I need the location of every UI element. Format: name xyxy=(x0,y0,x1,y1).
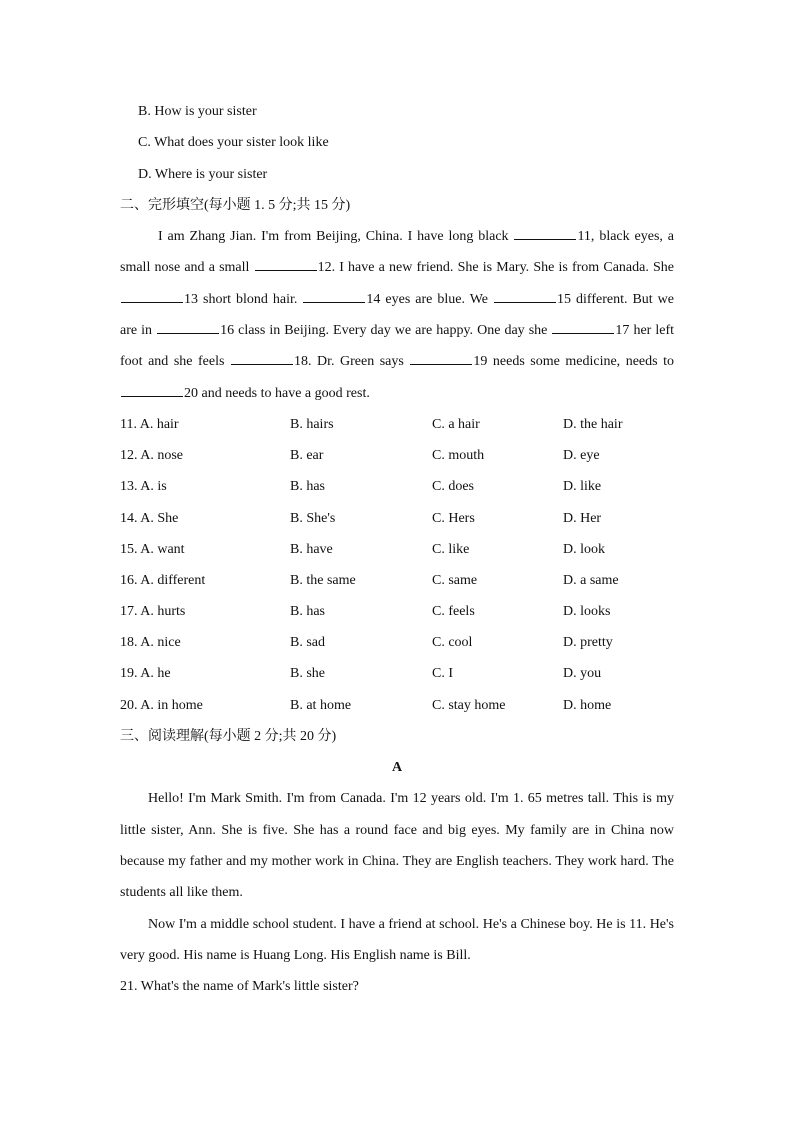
question-row xyxy=(120,471,674,502)
passage-part: 14 eyes are blue. We xyxy=(366,291,494,307)
option-d: D. you xyxy=(563,666,602,682)
option-c: C. feels xyxy=(432,604,475,620)
option-d: D. the hair xyxy=(563,416,623,432)
answer-blank xyxy=(121,288,183,303)
option-a: 18. A. nice xyxy=(120,635,181,651)
option-a: 19. A. he xyxy=(120,666,171,682)
passage-title: A xyxy=(391,760,403,776)
section3-heading: 三、阅读理解(每小题 2 分;共 20 分) xyxy=(120,728,337,744)
passage-part: 15 different. But we are in xyxy=(120,291,675,339)
option-c: C. like xyxy=(432,541,470,557)
passage-part: 13 short blond hair. xyxy=(184,291,303,307)
passage-part: 12. I have a new friend. She is Mary. She is from Canada. She xyxy=(317,260,674,276)
option-a: 11. A. hair xyxy=(120,416,179,432)
option-b: B. has xyxy=(290,479,325,495)
passage-part: 19 needs some medicine, needs to xyxy=(473,354,674,370)
option-d: D. Where is your sister xyxy=(138,166,268,182)
question-row xyxy=(120,596,674,627)
option-b: B. sad xyxy=(290,635,325,651)
option-c: C. cool xyxy=(432,635,473,651)
option-b: B. She's xyxy=(290,510,336,526)
option-b: B. How is your sister xyxy=(138,104,257,119)
option-b: B. have xyxy=(290,541,333,557)
answer-blank xyxy=(121,382,183,397)
passage-part: 17 her left foot and she feels xyxy=(120,323,675,370)
option-c: C. Hers xyxy=(432,510,475,526)
option-a: 13. A. is xyxy=(120,479,167,495)
answer-blank xyxy=(255,256,317,271)
option-a: 16. A. different xyxy=(120,572,206,588)
answer-blank xyxy=(231,350,293,365)
question-row xyxy=(120,409,674,440)
question-row xyxy=(120,627,674,658)
option-d: D. looks xyxy=(563,604,611,620)
option-b: B. she xyxy=(290,666,325,682)
answer-blank xyxy=(552,319,614,334)
answer-blank xyxy=(494,288,556,303)
answer-blank xyxy=(410,350,472,365)
option-c: C. same xyxy=(432,572,478,588)
cloze-options-grid xyxy=(120,409,674,721)
passage-part: 18. Dr. Green says xyxy=(293,354,410,370)
question-21: 21. What's the name of Mark's little sister? xyxy=(120,979,359,995)
passage-part: 11, black eyes, a small nose and a small xyxy=(120,229,674,276)
answer-blank xyxy=(303,288,365,303)
option-b: B. at home xyxy=(290,697,352,713)
question-row xyxy=(120,690,674,721)
reading-paragraph-2: Now I'm a middle school student. I have a friend at school. He's a Chinese boy. He is 11. He's very good. His name is Huang Long. His English name is Bill. xyxy=(120,916,674,963)
previous-question-options xyxy=(120,96,674,190)
option-d: D. Her xyxy=(563,510,602,526)
question-row xyxy=(120,440,674,471)
option-a: 20. A. in home xyxy=(120,697,203,713)
option-d: D. home xyxy=(563,697,612,713)
reading-paragraph-1: Hello! I'm Mark Smith. I'm from Canada. I'm 12 years old. I'm 1. 65 metres tall. This is my little sister, Ann. She is five. She has a round face and big eyes. My family are in China now because my father and my mother work in China. They are English teachers. They work hard. The students all like them. xyxy=(120,791,674,901)
section2-heading: 二、完形填空(每小题 1. 5 分;共 15 分) xyxy=(120,197,351,213)
option-c: C. I xyxy=(432,666,453,682)
question-row xyxy=(120,534,674,565)
option-b: B. has xyxy=(290,604,325,620)
option-c: C. does xyxy=(432,479,474,495)
option-c: C. a hair xyxy=(432,416,480,432)
option-b: B. ear xyxy=(290,448,324,464)
option-d: D. pretty xyxy=(563,635,613,651)
question-row xyxy=(120,658,674,689)
option-a: 17. A. hurts xyxy=(120,604,186,620)
passage-part: 20 and needs to have a good rest. xyxy=(184,385,370,401)
option-c: C. What does your sister look like xyxy=(138,135,329,151)
option-d: D. eye xyxy=(563,448,600,464)
exam-page xyxy=(120,96,674,1003)
passage-part: I am Zhang Jian. I'm from Beijing, China. I have long black xyxy=(158,229,514,245)
cloze-passage xyxy=(120,221,674,409)
option-a: 15. A. want xyxy=(120,541,185,557)
question-row xyxy=(120,565,674,596)
passage-part: 16 class in Beijing. Every day we are happy. One day she xyxy=(220,323,552,339)
question-row xyxy=(120,503,674,534)
option-a: 14. A. She xyxy=(120,510,179,526)
option-d: D. a same xyxy=(563,572,619,588)
option-b: B. hairs xyxy=(290,416,334,432)
option-b: B. the same xyxy=(290,572,356,588)
option-d: D. look xyxy=(563,541,605,557)
option-c: C. mouth xyxy=(432,448,485,464)
answer-blank xyxy=(157,319,219,334)
option-c: C. stay home xyxy=(432,697,506,713)
option-a: 12. A. nose xyxy=(120,448,183,464)
option-d: D. like xyxy=(563,479,602,495)
answer-blank xyxy=(514,225,576,240)
